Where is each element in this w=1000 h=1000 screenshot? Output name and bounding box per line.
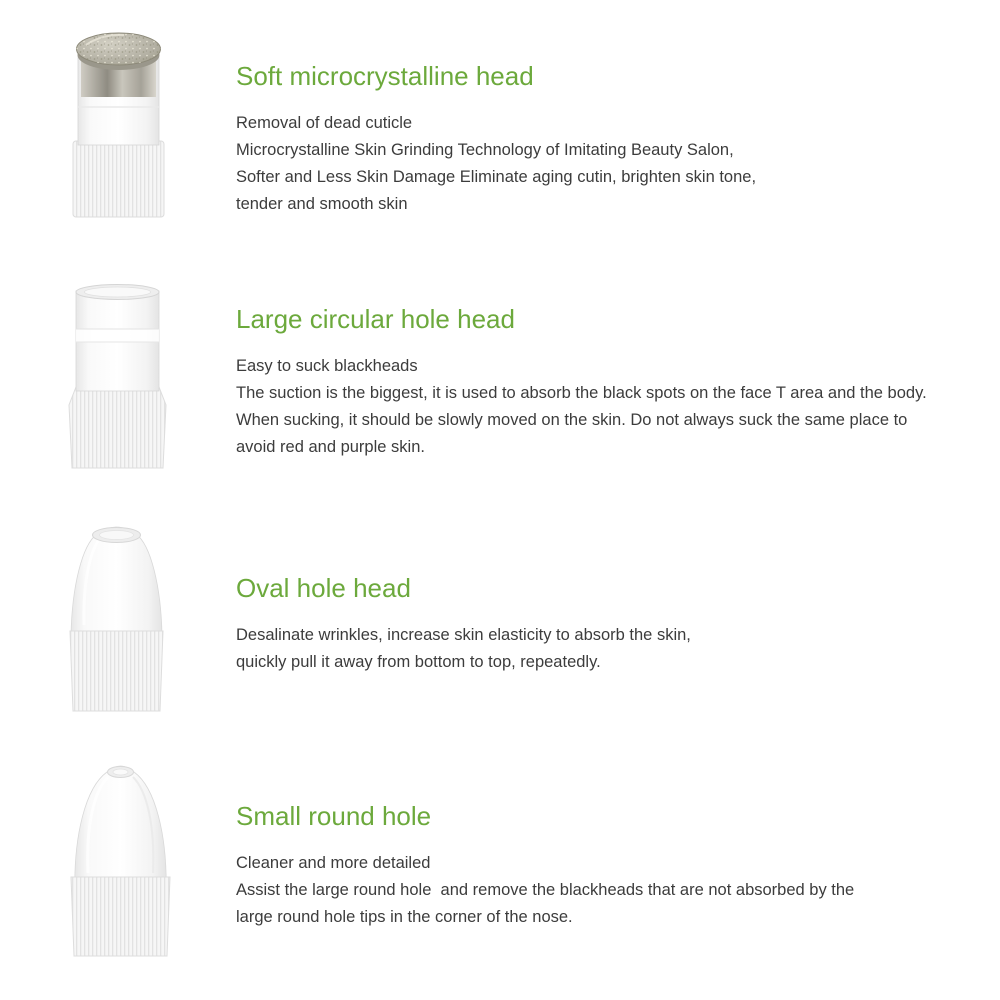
- section-oval-hole-head: [236, 573, 1000, 676]
- section-large-circular-hole-head: [236, 304, 1000, 461]
- description-line: Desalinate wrinkles, increase skin elasticity to absorb the skin,: [236, 626, 691, 644]
- section-soft-microcrystalline-head: [236, 61, 1000, 218]
- description-line: quickly pull it away from bottom to top, repeatedly.: [236, 653, 601, 671]
- oval-hole-head-image: [66, 525, 167, 717]
- large-circular-hole-head-image: [68, 283, 167, 475]
- description-line: tender and smooth skin: [236, 195, 408, 213]
- description-line: The suction is the biggest, it is used to absorb the black spots on the face T area and the body.: [236, 384, 927, 402]
- section-heading: Oval hole head: [236, 573, 411, 603]
- description-line: Easy to suck blackheads: [236, 357, 418, 375]
- soft-microcrystalline-head-image: [72, 29, 165, 224]
- description-line: avoid red and purple skin.: [236, 438, 425, 456]
- section-heading: Soft microcrystalline head: [236, 61, 534, 91]
- description-line: When sucking, it should be slowly moved on the skin. Do not always suck the same place to: [236, 411, 908, 429]
- description-line: Cleaner and more detailed: [236, 854, 431, 872]
- description-line: Removal of dead cuticle: [236, 114, 413, 132]
- description-line: Microcrystalline Skin Grinding Technology of Imitating Beauty Salon,: [236, 141, 734, 159]
- description-line: Assist the large round hole and remove the blackheads that are not absorbed by the: [236, 881, 855, 899]
- small-round-hole-head-image: [68, 763, 173, 963]
- section-heading: Small round hole: [236, 801, 432, 831]
- section-small-round-hole: [236, 801, 1000, 931]
- section-heading: Large circular hole head: [236, 304, 515, 334]
- description-line: Softer and Less Skin Damage Eliminate aging cutin, brighten skin tone,: [236, 168, 757, 186]
- description-line: large round hole tips in the corner of the nose.: [236, 908, 573, 926]
